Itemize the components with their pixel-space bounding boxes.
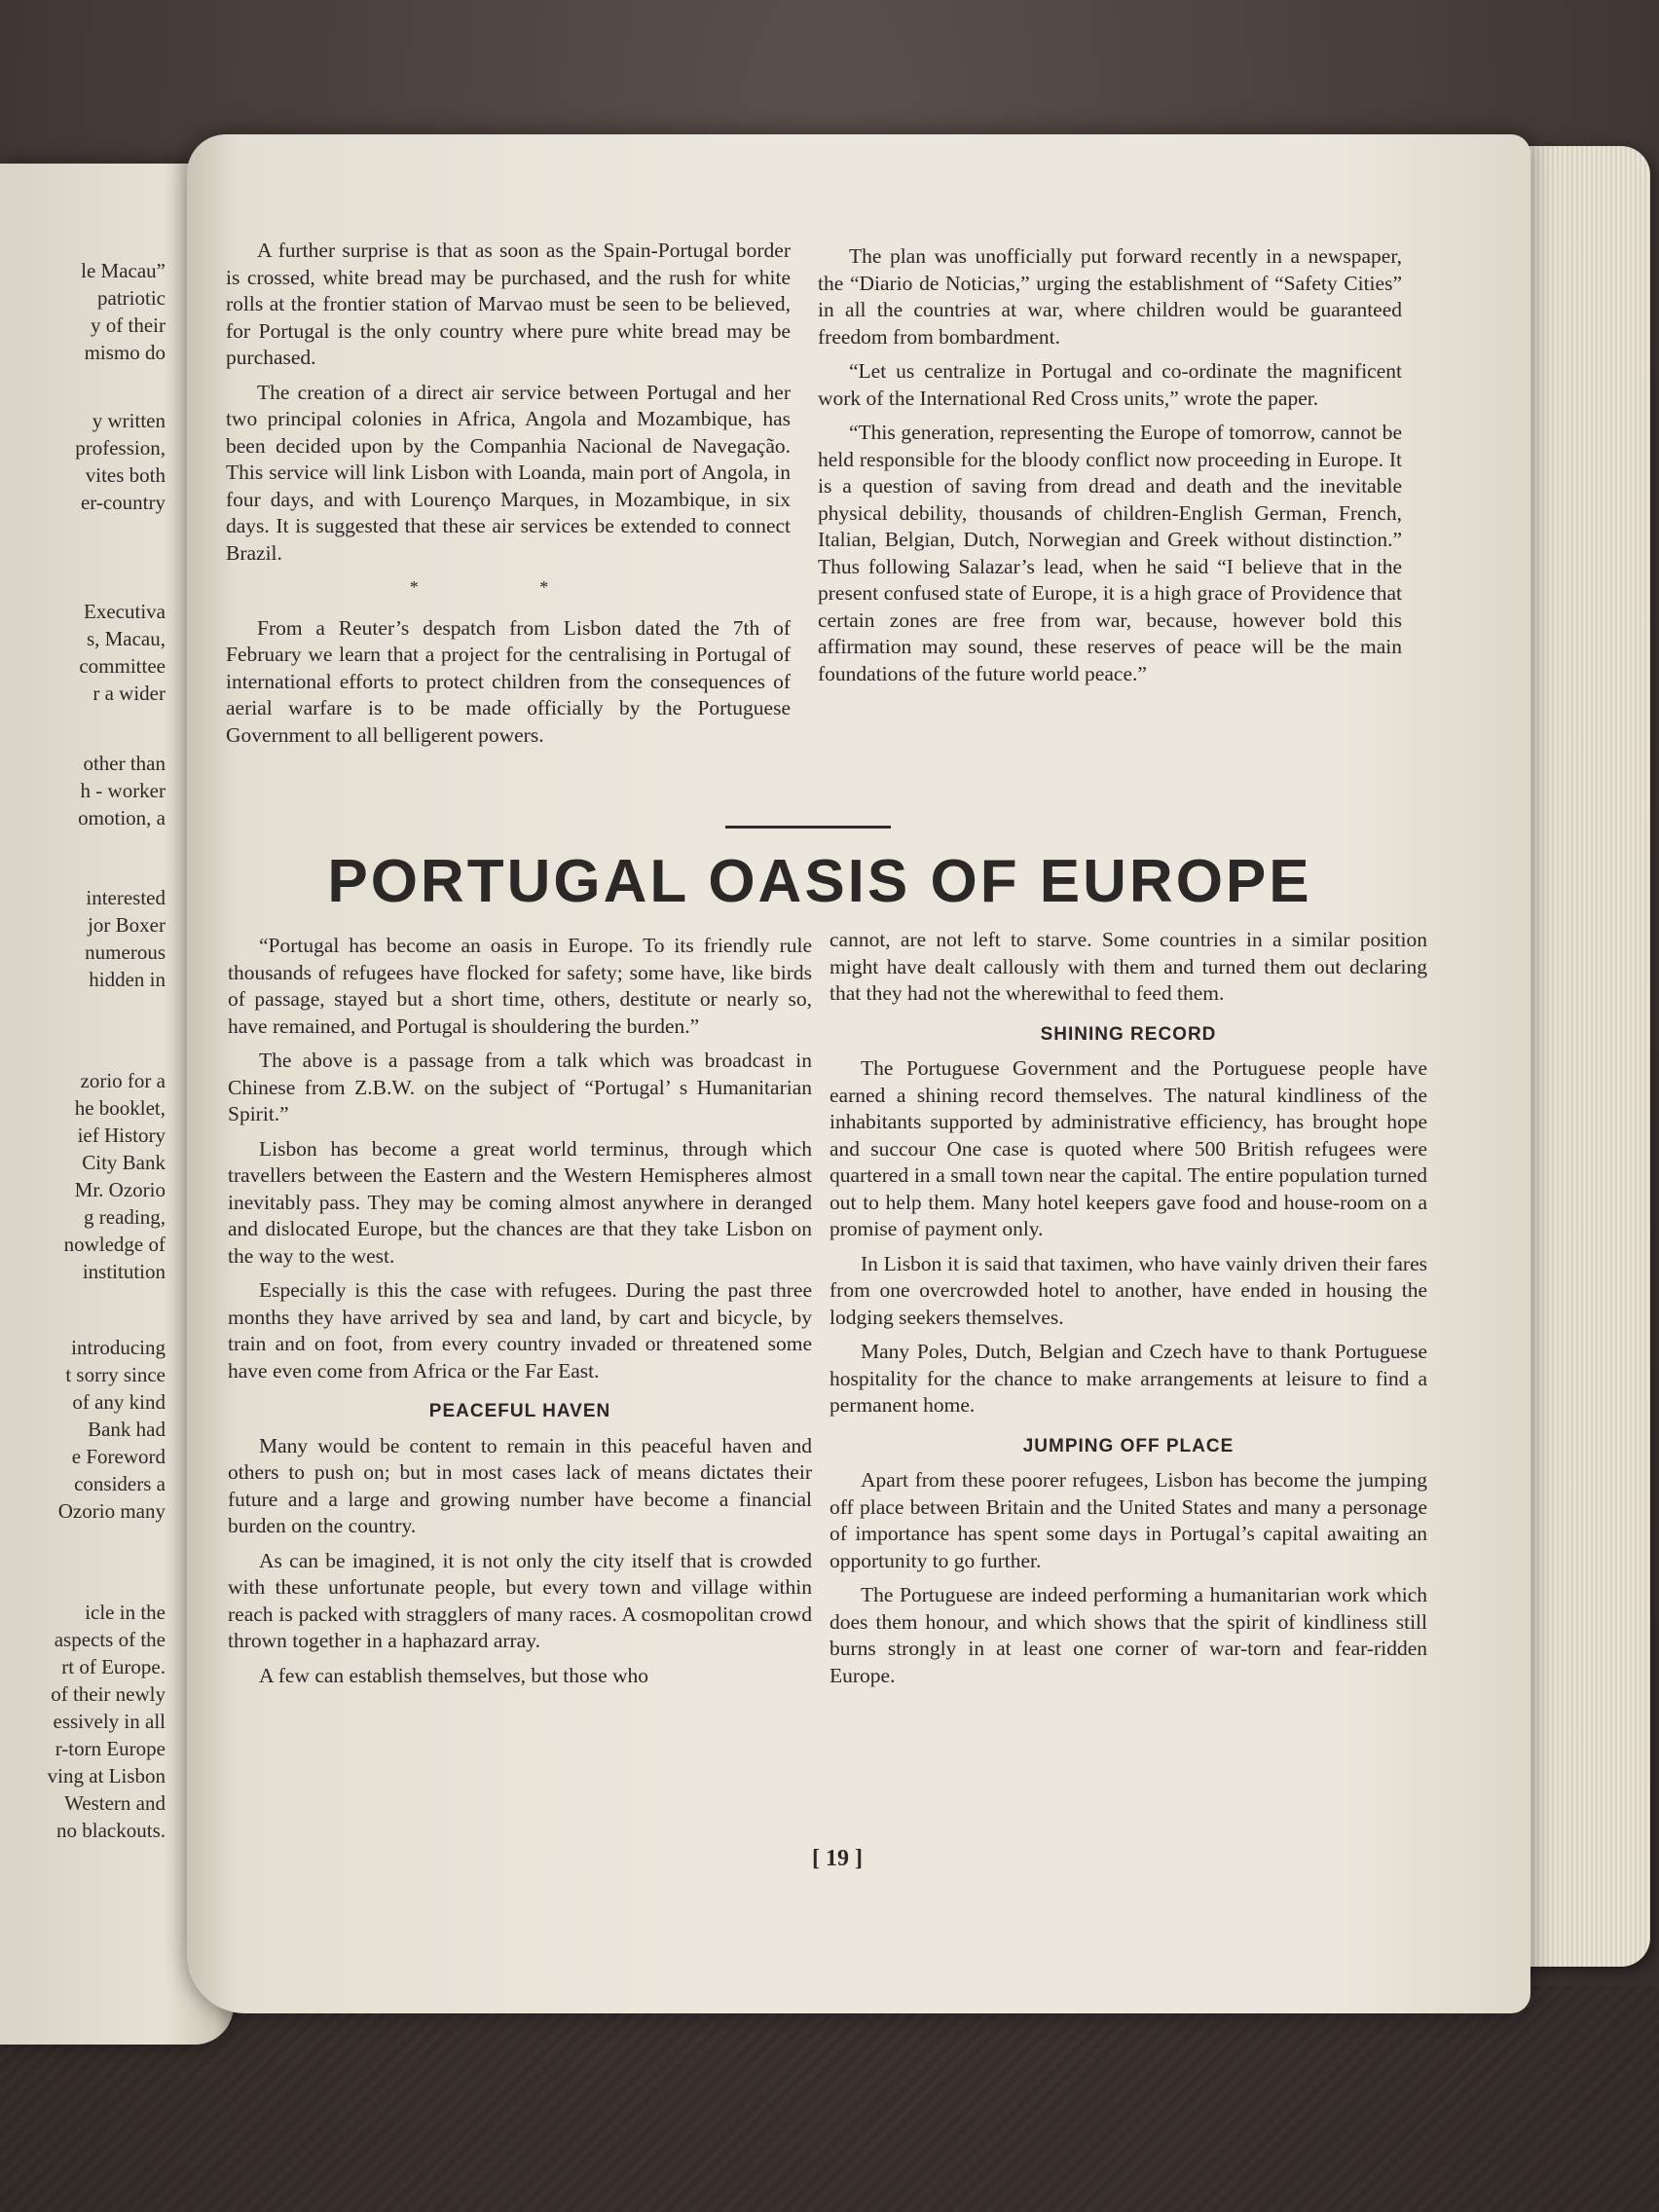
paragraph: The above is a passage from a talk which was broadcast in Chinese from Z.B.W. on the subject of “Portugal’ s Humanitarian Spirit.”	[228, 1049, 812, 1125]
left-page-line: er-country	[80, 491, 166, 514]
left-page-line: introducing	[71, 1336, 166, 1359]
article-title: PORTUGAL OASIS OF EUROPE	[327, 848, 1312, 915]
left-page-line: rt of Europe.	[61, 1655, 166, 1678]
paragraph: “Portugal has become an oasis in Europe. To its friendly rule thousands of refugees have flocked for safety; some have, like birds of passage, stayed but a short time, others, destitute or nearly so, have remained, and Portugal is shouldering the burden.”	[228, 934, 812, 1038]
left-page-line: ief History	[77, 1124, 166, 1147]
left-page-line: Western and	[64, 1791, 166, 1815]
section-heading: JUMPING OFF PLACE	[1022, 1435, 1235, 1456]
paragraph: The Portuguese Government and the Portuguese people have earned a shining record themselves. The natural kindliness of the inhabitants supported by administrative efficiency, has brought hope and succour One case is quoted where 500 British refugees were quartered in a small town near the capital. The entire population turned out to help them. Many hotel keepers gave food and house-room on a promise of payment only.	[830, 1056, 1427, 1240]
left-page-line: of their newly	[51, 1682, 166, 1706]
left-page-line: s, Macau,	[86, 627, 166, 650]
left-page-line: interested	[86, 886, 166, 909]
left-page-line: y written	[92, 409, 166, 432]
left-page-line: g reading,	[84, 1205, 166, 1229]
top-left-column	[226, 238, 791, 756]
left-page-line: patriotic	[97, 286, 166, 310]
left-page-line: hidden in	[89, 968, 166, 991]
left-page-line: Executiva	[84, 600, 166, 623]
paragraph: The creation of a direct air service between Portugal and her two principal colonies in Africa, Angola and Mozambique, has been decided upon by the Companhia Nacional de Navegação. This service will link Lisbon with Loanda, main port of Angola, in four days, and with Lourenço Marques, in Mozambique, in six days. It is suggested that these air services be extended to connect Brazil.	[226, 380, 791, 565]
paragraph: “Let us centralize in Portugal and co-ordinate the magnificent work of the International Red Cross units,” wrote the paper.	[818, 359, 1402, 410]
left-page-line: aspects of the	[54, 1628, 166, 1651]
left-page-line: zorio for a	[80, 1069, 166, 1092]
paragraph: “This generation, representing the Europe of tomorrow, cannot be held responsible for the bloody conflict now proceeding in Europe. It is a question of saving from dread and death and the inevitable physical debility, thousands of children-English German, French, Italian, Belgian, Dutch, Norwegian and Greek without distinction.” Thus following Salazar’s lead, when he said “I believe that in the present confused state of Europe, it is a high grace of Providence that certain zones are free from war, because, however bold this affirmation may sound, these reserves of peace will be the main foundations of the future world peace.”	[818, 421, 1402, 685]
left-page-line: essively in all	[53, 1710, 166, 1733]
left-page-line: profession,	[75, 436, 166, 460]
page-number: [ 19 ]	[812, 1846, 863, 1871]
left-page-line: committee	[79, 654, 166, 678]
top-right-column	[818, 243, 1402, 695]
left-page-line: e Foreword	[71, 1445, 166, 1468]
left-page-line: City Bank	[82, 1151, 166, 1174]
desk-surface	[0, 1986, 1659, 2212]
left-page-line: omotion, a	[78, 806, 166, 830]
paragraph: A few can establish themselves, but those who	[259, 1663, 649, 1687]
left-page-line: r a wider	[92, 682, 166, 705]
paragraph: The Portuguese are indeed performing a humanitarian work which does them honour, and which shows that the spirit of kindliness still burns strongly in at least one corner of war-torn and fear-ridden Europe.	[830, 1583, 1427, 1687]
paragraph: In Lisbon it is said that taximen, who have vainly driven their fares from one overcrowded hotel to another, have ended in housing the lodging seekers themselves.	[830, 1251, 1427, 1329]
article-right-column	[830, 927, 1427, 1697]
paragraph: A further surprise is that as soon as the Spain-Portugal border is crossed, white bread may be purchased, and the rush for white rolls at the frontier station of Marvao must be seen to be believed, for Portugal is the only country where pure white bread may be purchased.	[226, 239, 791, 369]
section-heading: PEACEFUL HAVEN	[428, 1401, 611, 1421]
left-page-line: ving at Lisbon	[47, 1764, 166, 1788]
left-page-line: other than	[83, 752, 166, 775]
left-page-line: he booklet,	[74, 1096, 166, 1120]
left-page-line: le Macau”	[81, 259, 166, 282]
left-page-line: Mr. Ozorio	[74, 1178, 166, 1201]
left-page-line: t sorry since	[65, 1363, 166, 1386]
left-page-line: mismo do	[84, 341, 166, 364]
left-page-line: h - worker	[80, 779, 166, 802]
paragraph: Apart from these poorer refugees, Lisbon has become the jumping off place between Britain and the United States and many a personage of importance has spent some days in Portugal’s capital awaiting an opportunity to go further.	[830, 1468, 1427, 1572]
left-page-line: r-torn Europe	[55, 1737, 166, 1760]
left-page-line: vites both	[85, 463, 166, 487]
left-page-line: icle in the	[85, 1601, 166, 1624]
left-page-line: jor Boxer	[88, 913, 166, 937]
left-page-line: of any kind	[72, 1390, 166, 1414]
paragraph: From a Reuter’s despatch from Lisbon dated the 7th of February we learn that a project for the centralising in Portugal of international efforts to protect children from the consequences of aerial warfare is to be made officially by the Portuguese Government to all belligerent powers.	[226, 615, 791, 747]
left-page-line: Ozorio many	[57, 1499, 166, 1523]
left-page-line: considers a	[74, 1472, 166, 1495]
paragraph: cannot, are not left to starve. Some countries in a similar position might have dealt callously with them and turned them out declaring that they had not the wherewithal to feed them.	[830, 928, 1427, 1005]
article-left-column	[228, 933, 812, 1697]
left-page-line: no blackouts.	[56, 1819, 166, 1842]
paragraph: Many Poles, Dutch, Belgian and Czech have to thank Portuguese hospitality for the chance to make arrangements at leisure to find a permanent home.	[830, 1340, 1427, 1417]
paragraph: Many would be content to remain in this peaceful haven and others to push on; but in most cases lack of means dictates their future and a large and growing number have become a financial burden on the country.	[228, 1433, 812, 1537]
left-page-line: y of their	[91, 313, 166, 337]
left-page-line: nowledge of	[63, 1233, 166, 1256]
left-page-line: Bank had	[88, 1418, 166, 1441]
left-page-line: numerous	[85, 940, 166, 964]
paragraph: Lisbon has become a great world terminus, through which travellers between the Eastern and the Western Hemispheres almost inevitably pass. They may be coming almost anywhere in deranged and dislocated Europe, but the chances are that they take Lisbon on the way to the west.	[228, 1136, 812, 1268]
section-heading: SHINING RECORD	[1040, 1023, 1217, 1045]
paragraph: Especially is this the case with refugees. During the past three months they have arrived by sea and land, by cart and bicycle, by train and on foot, from every country invaded or threatened some have even come from Africa or the Far East.	[228, 1278, 812, 1382]
left-page-line: institution	[82, 1260, 166, 1283]
paragraph: The plan was unofficially put forward recently in a newspaper, the “Diario de Noticias,” urging the establishment of “Safety Cities” in all the countries at war, where children would be guaranteed freedom from bombardment.	[818, 244, 1402, 349]
paragraph: As can be imagined, it is not only the city itself that is crowded with these unfortunate people, but every town and village within reach is packed with stragglers of many races. A cosmopolitan crowd thrown together in a haphazard array.	[228, 1548, 812, 1652]
section-separator: * *	[409, 577, 608, 597]
title-rule	[725, 826, 891, 829]
